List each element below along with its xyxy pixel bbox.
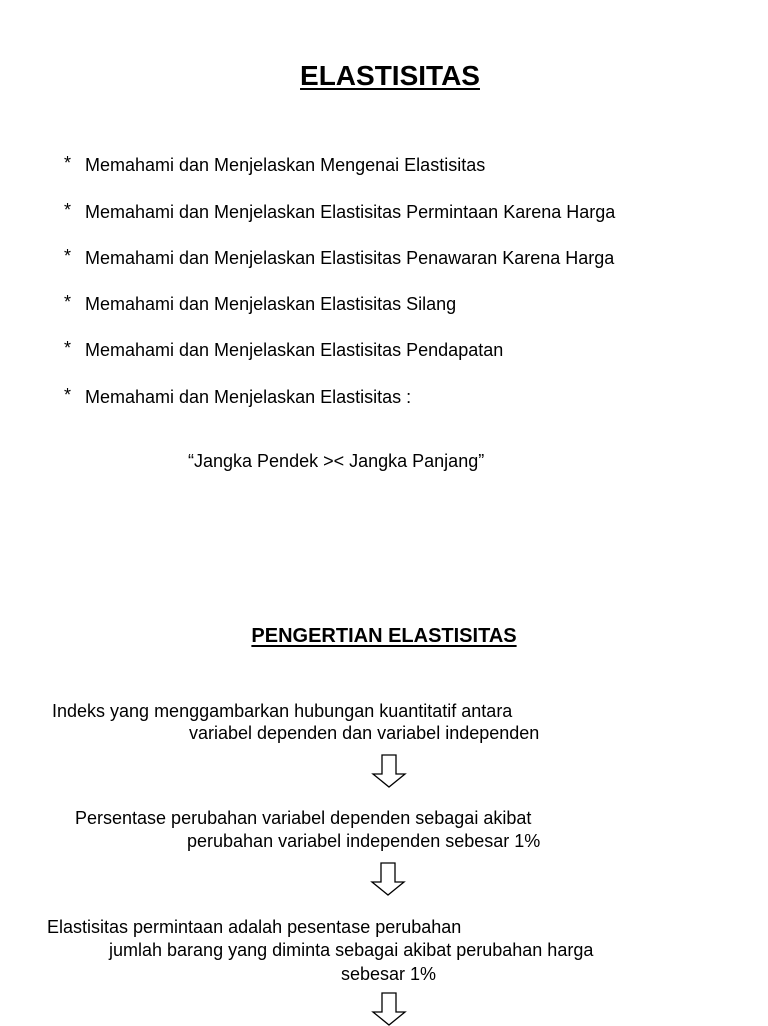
definition-line: Persentase perubahan variabel dependen sebagai akibat bbox=[75, 808, 532, 828]
objective-text: Memahami dan Menjelaskan Elastisitas Pendapatan bbox=[85, 340, 504, 360]
bullet-marker: * bbox=[64, 338, 72, 358]
term-quote: “Jangka Pendek >< Jangka Panjang” bbox=[188, 451, 485, 471]
definition-line: perubahan variabel independen sebesar 1% bbox=[187, 831, 541, 851]
bullet-marker: * bbox=[64, 292, 72, 312]
objective-text: Memahami dan Menjelaskan Mengenai Elastisitas bbox=[85, 155, 486, 175]
section-title: PENGERTIAN ELASTISITAS bbox=[251, 625, 517, 647]
down-arrow-icon bbox=[370, 862, 406, 896]
bullet-marker: * bbox=[64, 200, 72, 220]
down-arrow-icon bbox=[371, 754, 407, 788]
objective-text: Memahami dan Menjelaskan Elastisitas Permintaan Karena Harga bbox=[85, 202, 616, 222]
definition-line: sebesar 1% bbox=[341, 964, 437, 984]
objective-text: Memahami dan Menjelaskan Elastisitas Penawaran Karena Harga bbox=[85, 248, 615, 268]
down-arrow-icon bbox=[371, 992, 407, 1026]
definition-line: Elastisitas permintaan adalah pesentase perubahan bbox=[47, 917, 462, 937]
objective-item bbox=[64, 340, 503, 361]
bullet-marker: * bbox=[64, 246, 72, 266]
objective-item bbox=[64, 294, 456, 315]
objective-item bbox=[64, 387, 411, 408]
objective-item bbox=[64, 202, 615, 223]
objective-item bbox=[64, 248, 614, 269]
bullet-marker: * bbox=[64, 385, 72, 405]
objective-text: Memahami dan Menjelaskan Elastisitas Silang bbox=[85, 294, 457, 314]
definition-line: Indeks yang menggambarkan hubungan kuantitatif antara bbox=[52, 701, 513, 721]
objective-item bbox=[64, 155, 485, 176]
definition-line: jumlah barang yang diminta sebagai akibat perubahan harga bbox=[109, 940, 594, 960]
page-title: ELASTISITAS bbox=[300, 60, 480, 91]
objective-text: Memahami dan Menjelaskan Elastisitas : bbox=[85, 387, 412, 407]
definition-line: variabel dependen dan variabel independen bbox=[189, 723, 540, 743]
bullet-marker: * bbox=[64, 153, 72, 173]
